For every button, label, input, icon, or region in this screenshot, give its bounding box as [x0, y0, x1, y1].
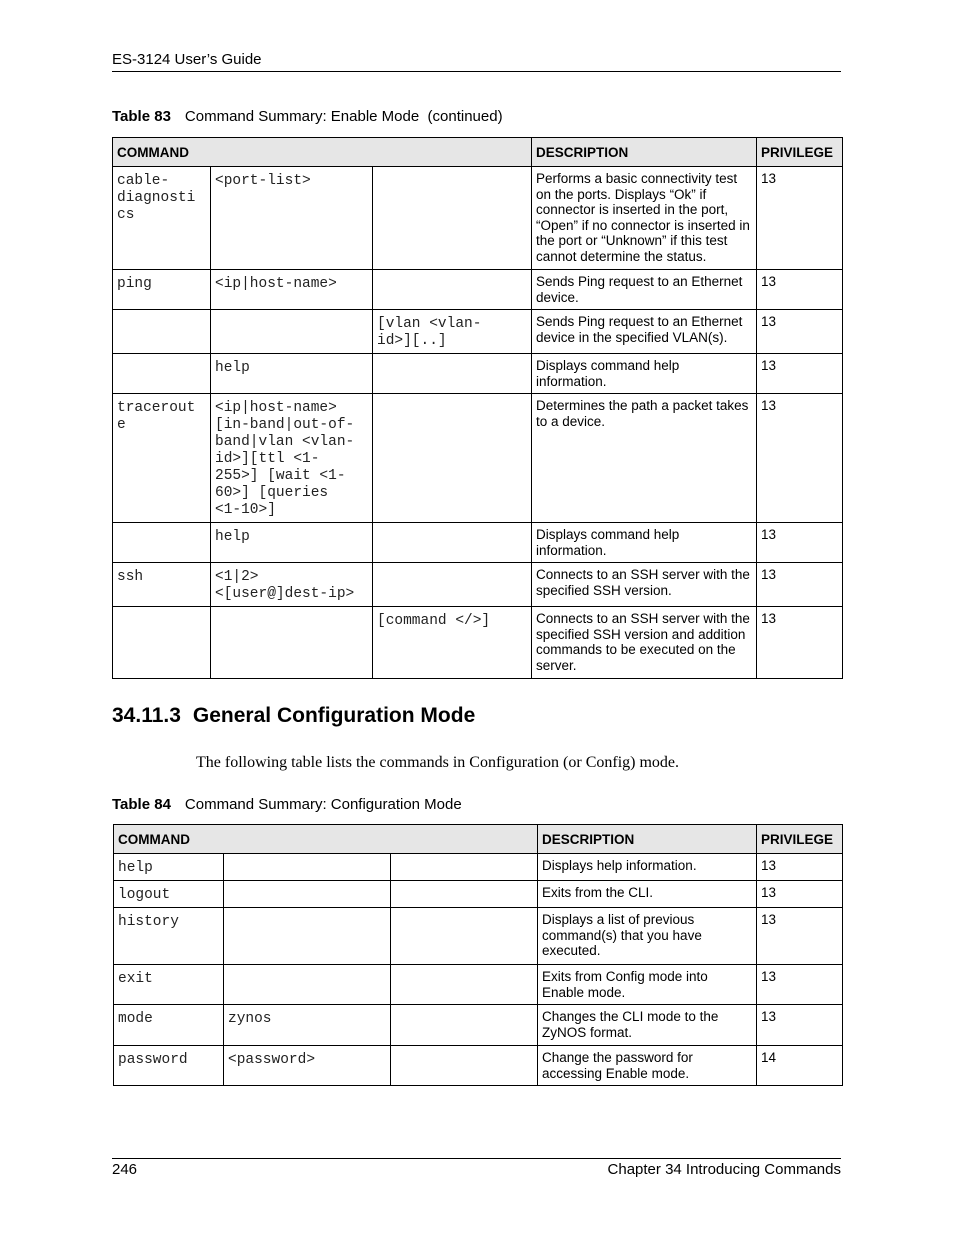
command-cell: ssh — [113, 563, 211, 607]
header-description: DESCRIPTION — [532, 138, 757, 167]
argument-cell — [211, 310, 373, 354]
command-cell: ping — [113, 270, 211, 310]
description-cell: Displays command help information. — [532, 354, 757, 394]
table-row — [114, 1046, 843, 1086]
section-title: General Configuration Mode — [192, 704, 476, 727]
option-cell — [373, 563, 532, 607]
option-cell — [391, 1046, 538, 1086]
privilege-cell: 13 — [757, 854, 843, 881]
table-row — [113, 354, 843, 394]
command-cell: history — [114, 908, 224, 965]
command-cell: password — [114, 1046, 224, 1086]
table-row — [114, 881, 843, 908]
table-row — [113, 167, 843, 270]
page-number: 246 — [112, 1161, 138, 1178]
privilege-cell: 13 — [757, 563, 843, 607]
header-command: COMMAND — [114, 825, 538, 854]
description-cell: Performs a basic connectivity test on the ports. Displays “Ok” if connector is inserted in the port, “Open” if no connector is inserted in the port or “Unknown” if this test cannot determine the status. — [532, 167, 757, 270]
header-command: COMMAND — [113, 138, 532, 167]
header-privilege: PRIVILEGE — [757, 825, 843, 854]
privilege-cell: 13 — [757, 1005, 843, 1046]
command-cell: exit — [114, 965, 224, 1005]
description-cell: Sends Ping request to an Ethernet device in the specified VLAN(s). — [532, 310, 757, 354]
option-cell — [373, 394, 532, 523]
section-number: 34.11.3 — [112, 704, 181, 727]
argument-cell — [211, 607, 373, 679]
option-cell — [373, 354, 532, 394]
privilege-cell: 13 — [757, 270, 843, 310]
command-cell: mode — [114, 1005, 224, 1046]
description-cell: Displays help information. — [538, 854, 757, 881]
table-row — [113, 563, 843, 607]
table-84-caption — [112, 796, 462, 813]
description-cell: Determines the path a packet takes to a device. — [532, 394, 757, 523]
option-cell — [391, 965, 538, 1005]
table-row — [114, 965, 843, 1005]
table-title: Command Summary: Configuration Mode — [184, 796, 462, 813]
header-rule — [112, 71, 841, 72]
argument-cell: help — [211, 354, 373, 394]
table-83 — [112, 137, 843, 679]
footer-rule — [112, 1158, 841, 1159]
chapter-title: Chapter 34 Introducing Commands — [607, 1161, 841, 1178]
argument-cell — [224, 965, 391, 1005]
command-cell: help — [114, 854, 224, 881]
table-row — [113, 523, 843, 563]
table-row — [113, 607, 843, 679]
table-row — [114, 908, 843, 965]
intro-paragraph: The following table lists the commands in Configuration (or Config) mode. — [196, 754, 680, 771]
argument-cell — [224, 881, 391, 908]
table-number: Table 84 — [112, 796, 171, 813]
option-cell — [373, 270, 532, 310]
description-cell: Displays command help information. — [532, 523, 757, 563]
header-description: DESCRIPTION — [538, 825, 757, 854]
command-cell — [113, 607, 211, 679]
description-cell: Connects to an SSH server with the specified SSH version. — [532, 563, 757, 607]
option-cell: [command </>] — [373, 607, 532, 679]
privilege-cell: 13 — [757, 167, 843, 270]
argument-cell: <ip|host-name> — [211, 270, 373, 310]
table-84 — [113, 824, 843, 1086]
table-row — [113, 394, 843, 523]
option-cell — [373, 167, 532, 270]
description-cell: Change the password for accessing Enable mode. — [538, 1046, 757, 1086]
privilege-cell: 13 — [757, 394, 843, 523]
description-cell: Displays a list of previous command(s) that you have executed. — [538, 908, 757, 965]
option-cell — [391, 854, 538, 881]
privilege-cell: 14 — [757, 1046, 843, 1086]
argument-cell — [224, 908, 391, 965]
argument-cell: zynos — [224, 1005, 391, 1046]
privilege-cell: 13 — [757, 908, 843, 965]
option-cell: [vlan <vlan- id>][..] — [373, 310, 532, 354]
command-cell — [113, 310, 211, 354]
description-cell: Changes the CLI mode to the ZyNOS format. — [538, 1005, 757, 1046]
argument-cell — [224, 854, 391, 881]
command-cell: cable- diagnosti cs — [113, 167, 211, 270]
table-row — [113, 310, 843, 354]
privilege-cell: 13 — [757, 354, 843, 394]
option-cell — [391, 1005, 538, 1046]
argument-cell: help — [211, 523, 373, 563]
command-cell — [113, 523, 211, 563]
table-number: Table 83 — [112, 108, 171, 125]
command-cell: logout — [114, 881, 224, 908]
argument-cell: <1|2> <[user@]dest-ip> — [211, 563, 373, 607]
command-cell — [113, 354, 211, 394]
argument-cell: <ip|host-name> [in-band|out-of- band|vlan <vlan- id>][ttl <1- 255>] [wait <1- 60>] [queries <1-10>] — [211, 394, 373, 523]
option-cell — [391, 881, 538, 908]
option-cell — [391, 908, 538, 965]
table-title: Command Summary: Enable Mode (continued) — [184, 108, 503, 125]
option-cell — [373, 523, 532, 563]
description-cell: Sends Ping request to an Ethernet device. — [532, 270, 757, 310]
description-cell: Connects to an SSH server with the specified SSH version and addition commands to be executed on the server. — [532, 607, 757, 679]
privilege-cell: 13 — [757, 310, 843, 354]
privilege-cell: 13 — [757, 523, 843, 563]
argument-cell: <password> — [224, 1046, 391, 1086]
table-83-caption — [112, 108, 503, 125]
description-cell: Exits from Config mode into Enable mode. — [538, 965, 757, 1005]
privilege-cell: 13 — [757, 607, 843, 679]
table-row — [113, 270, 843, 310]
privilege-cell: 13 — [757, 965, 843, 1005]
argument-cell: <port-list> — [211, 167, 373, 270]
privilege-cell: 13 — [757, 881, 843, 908]
header-privilege: PRIVILEGE — [757, 138, 843, 167]
table-row — [114, 854, 843, 881]
command-cell: tracerout e — [113, 394, 211, 523]
section-heading — [112, 704, 475, 728]
running-header: ES-3124 User’s Guide — [112, 51, 262, 68]
table-row — [114, 1005, 843, 1046]
description-cell: Exits from the CLI. — [538, 881, 757, 908]
